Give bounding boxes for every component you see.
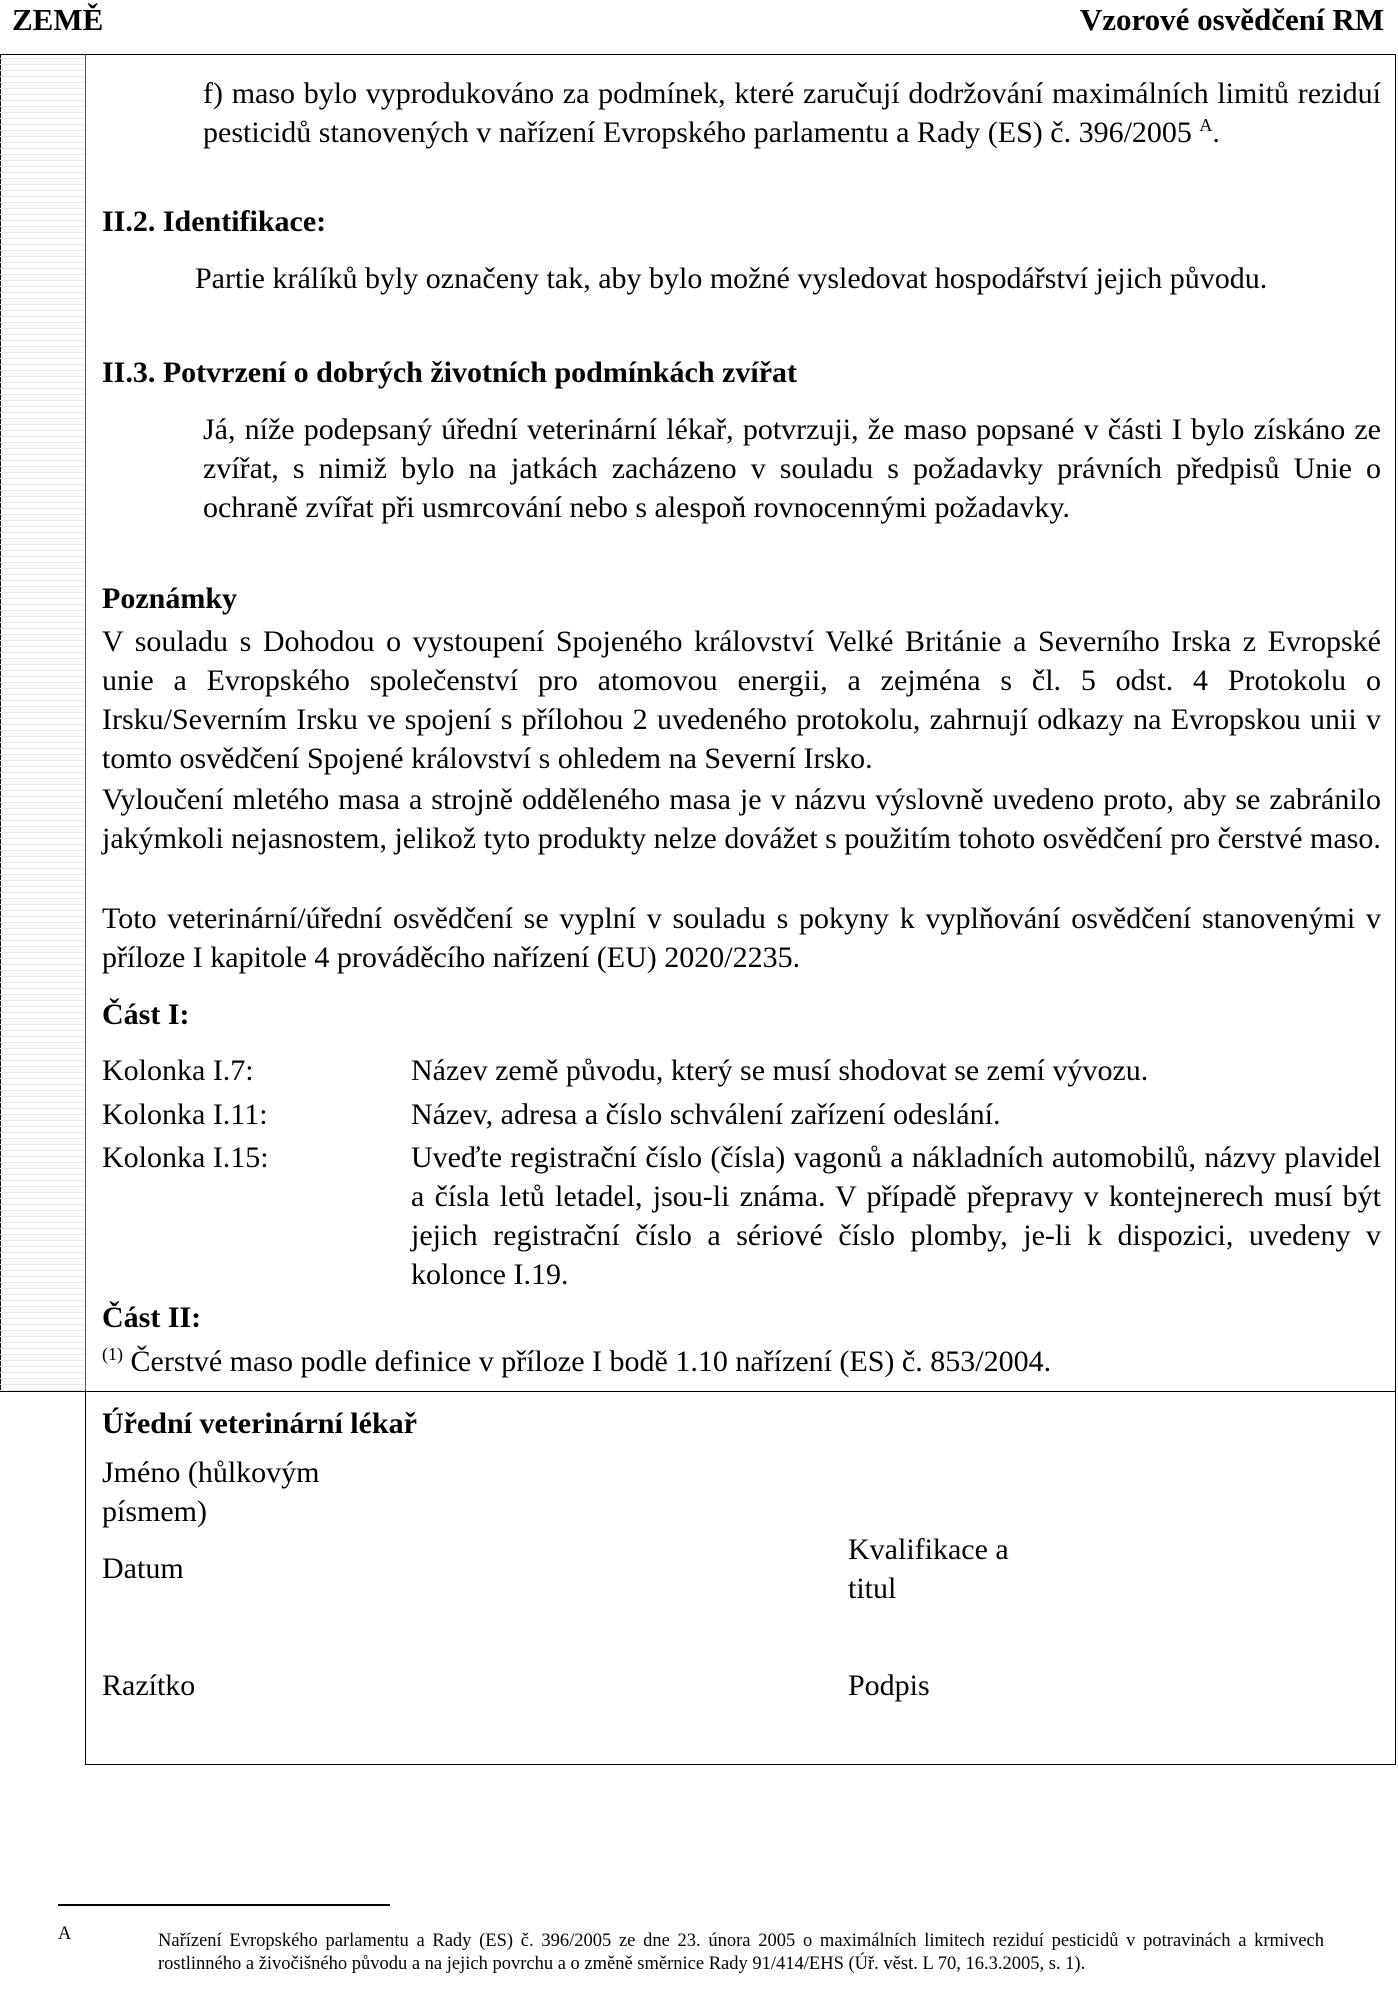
- notes-p1: V souladu s Dohodou o vystoupení Spojeného království Velké Británie a Severního Irska z Evropské unie a Evropského společenství pro atomovou energii, a zejména s čl. 5 odst. 4 Protokolu o Irsku/Severním Irsku ve spojení s přílohou 2 uvedeného protokolu, zahrnují odkazy na Evropskou unii v tomto osvědčení Spojené království s ohledem na Severní Irsko.: [102, 625, 1381, 775]
- ii2-heading: II.2. Identifikace:: [102, 205, 327, 238]
- footnote-ref-1: (1): [102, 1344, 123, 1364]
- signature-frame: [85, 1390, 1396, 1765]
- section-f-text: f) maso bylo vyprodukováno za podmínek, které zaručují dodržování maximálních limitů reziduí pesticidů stanovených v nařízení Evropského parlamentu a Rady (ES) č. 396/2005: [203, 77, 1381, 149]
- row-text: Název země původu, který se musí shodovat se zemí vývozu.: [411, 1054, 1149, 1087]
- certificate-title: Vzorové osvědčení RM: [1079, 2, 1384, 37]
- date-label: Datum: [102, 1552, 184, 1585]
- row-text: Název, adresa a číslo schválení zařízení odeslání.: [411, 1098, 1001, 1131]
- qualification-label: Kvalifikace a titul: [848, 1533, 1009, 1605]
- ii3-text: Já, níže podepsaný úřední veterinární lékař, potvrzuji, že maso popsané v části I bylo získáno ze zvířat, s nimiž bylo na jatkách zacházeno v souladu s požadavky právních předpisů Unie o ochraně zvířat při usmrcování nebo s alespoň rovnocennými požadavky.: [203, 413, 1381, 524]
- row-label: Kolonka I.15:: [102, 1141, 269, 1174]
- part2-heading: Část II:: [102, 1301, 202, 1334]
- ii2-text: Partie králíků byly označeny tak, aby bylo možné vysledovat hospodářství jejich původu.: [195, 262, 1268, 295]
- ii3-heading: II.3. Potvrzení o dobrých životních podmínkách zvířat: [102, 356, 797, 389]
- footnote-divider: [58, 1904, 390, 1906]
- margin-column: [0, 54, 86, 1391]
- signature-label: Podpis: [848, 1669, 930, 1702]
- notes-p2: Vyloučení mletého masa a strojně odděleného masa je v názvu výslovně uvedeno proto, aby se zabránilo jakýmkoli nejasnostem, jelikož tyto produkty nelze dovážet s použitím tohoto osvědčení pro čerstvé maso.: [102, 783, 1381, 855]
- part1-heading: Část I:: [102, 998, 190, 1031]
- notes-heading: Poznámky: [102, 582, 237, 615]
- name-label: Jméno (hůlkovým písmem): [102, 1456, 320, 1528]
- footnote-marker: A: [58, 1924, 72, 1944]
- notes-p3: Toto veterinární/úřední osvědčení se vyplní v souladu s pokyny k vyplňování osvědčení stanovenými v příloze I kapitole 4 prováděcího nařízení (EU) 2020/2235.: [102, 902, 1381, 974]
- country-header: ZEMĚ: [12, 2, 104, 37]
- stamp-label: Razítko: [102, 1669, 196, 1702]
- section-f: f) maso bylo vyprodukováno za podmínek, které zaručují dodržování maximálních limitů reziduí pesticidů stanovených v nařízení Evropského parlamentu a Rady (ES) č. 396/2005 $^A$.: [203, 77, 1381, 149]
- row-text: Uveďte registrační číslo (čísla) vagonů a nákladních automobilů, názvy plavidel a čísla letů letadel, jsou-li známa. V případě přepravy v kontejnerech musí být jejich registrační číslo a sériové číslo plomby, je-li k dispozici, uvedeny v kolonce I.19.: [411, 1141, 1381, 1291]
- row-label: Kolonka I.7:: [102, 1054, 254, 1087]
- footnote-text: Nařízení Evropského parlamentu a Rady (ES) č. 396/2005 ze dne 23. února 2005 o maximálních limitech reziduí pesticidů v potravinách a krmivech rostlinného a živočišného původu a na jejich povrchu a o změně směrnice Rady 91/414/EHS (Úř. věst. L 70, 16.3.2005, s. 1).: [158, 1931, 1324, 1974]
- footnote-ref-a[interactable]: A: [1199, 115, 1213, 135]
- row-label: Kolonka I.11:: [102, 1098, 268, 1131]
- signature-heading: Úřední veterinární lékař: [102, 1407, 417, 1440]
- part2-text: $^{(1)}$ Čerstvé maso podle definice v příloze I bodě 1.10 nařízení (ES) č. 853/2004.: [102, 1344, 1052, 1378]
